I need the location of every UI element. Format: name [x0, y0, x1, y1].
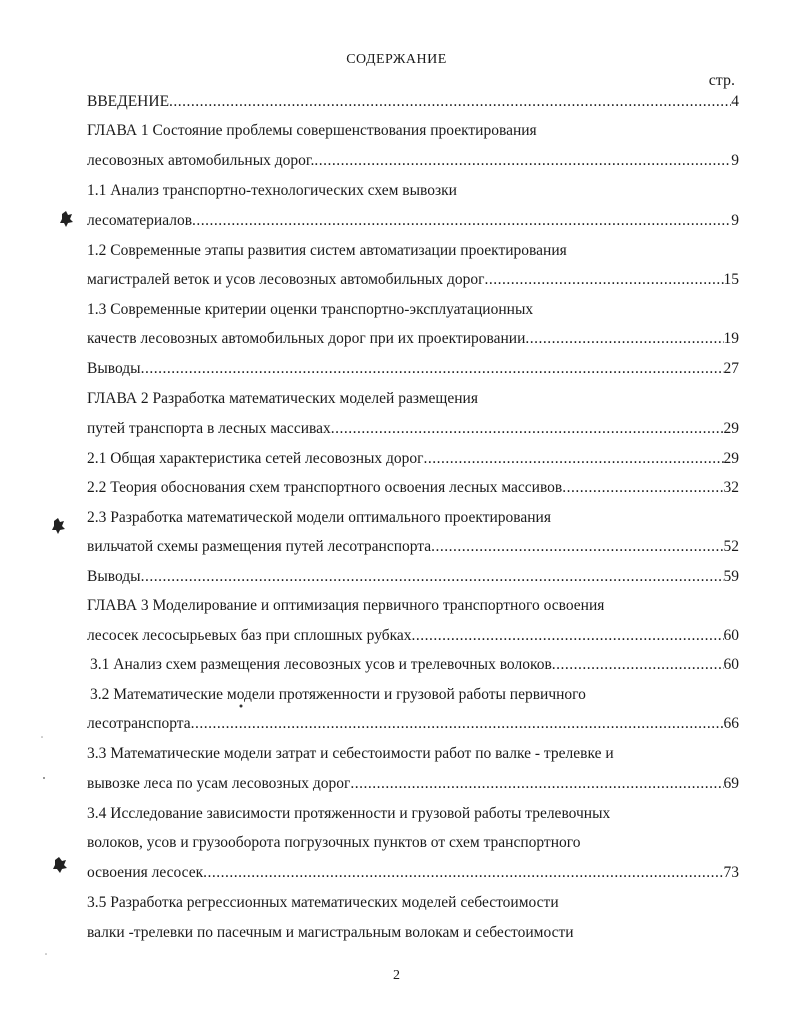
toc-entry-text: лесотранспорта: [87, 715, 191, 732]
page-number: 2: [393, 968, 400, 983]
toc-entry-text: 2.3 Разработка математической модели оптимального проектирования: [87, 509, 551, 526]
toc-entry-text: качеств лесовозных автомобильных дорог при их проектировании: [87, 330, 526, 347]
ink-blot: [52, 518, 65, 534]
toc-entry-text: волоков, усов и грузооборота погрузочных пунктов от схем транспортного: [87, 834, 581, 851]
toc-page-number: 69: [723, 775, 739, 792]
document-title: СОДЕРЖАНИЕ: [346, 52, 447, 67]
toc-entry-text: Выводы: [87, 360, 141, 377]
ink-blot: [60, 211, 73, 227]
toc-entry-text: ГЛАВА 3 Моделирование и оптимизация первичного транспортного освоения: [87, 597, 605, 614]
toc-page-number: 9: [731, 212, 739, 229]
ink-dot: [43, 777, 45, 779]
toc-page-number: 4: [731, 93, 739, 110]
page-column-label: стр.: [708, 72, 735, 89]
toc-entry-text: 3.4 Исследование зависимости протяженности и грузовой работы трелевочных: [87, 805, 611, 822]
toc-page-number: 52: [723, 538, 739, 555]
toc-entry-text: вильчатой схемы размещения путей лесотранспорта: [87, 538, 432, 555]
toc-entry-text: 3.3 Математические модели затрат и себестоимости работ по валке - трелевке и: [87, 745, 614, 762]
toc-entry-text: 2.1 Общая характеристика сетей лесовозных дорог: [87, 450, 424, 467]
toc-entry-text: вывозке леса по усам лесовозных дорог: [87, 775, 351, 792]
toc-entry-text: 3.2 Математические модели протяженности и грузовой работы первичного: [90, 686, 586, 703]
toc-page-number: 15: [723, 271, 739, 288]
toc-entry-text: 1.2 Современные этапы развития систем автоматизации проектирования: [87, 242, 567, 259]
toc-entry-text: ВВЕДЕНИЕ: [87, 93, 170, 110]
toc-page-number: 59: [723, 568, 739, 585]
ink-dot: [41, 736, 43, 738]
ink-dot: [240, 705, 243, 708]
toc-entry-text: освоения лесосек: [87, 864, 204, 881]
toc-entry-text: ГЛАВА 1 Состояние проблемы совершенствования проектирования: [87, 122, 537, 139]
toc-entry-text: лесовозных автомобильных дорог.: [87, 152, 315, 169]
toc-entry-text: лесосек лесосырьевых баз при сплошных рубках: [87, 627, 412, 644]
toc-entry-text: ГЛАВА 2 Разработка математических моделей размещения: [87, 390, 478, 407]
toc-page-number: 32: [723, 479, 739, 496]
toc-entry-text: путей транспорта в лесных массивах: [87, 420, 331, 437]
ink-dot: [45, 953, 47, 955]
toc-page-number: 60: [723, 627, 739, 644]
toc-page-number: 9: [731, 152, 739, 169]
toc-page-number: 60: [723, 656, 739, 673]
toc-entry-text: лесоматериалов: [87, 212, 193, 229]
toc-entry-text: Выводы: [87, 568, 141, 585]
toc-page-number: 19: [723, 330, 739, 347]
toc-entry-text: 3.5 Разработка регрессионных математических моделей себестоимости: [87, 894, 559, 911]
toc-page-number: 29: [723, 450, 739, 467]
toc-page-number: 27: [723, 360, 739, 377]
toc-entry-text: 3.1 Анализ схем размещения лесовозных усов и трелевочных волоков: [90, 656, 552, 673]
toc-entry-text: магистралей веток и усов лесовозных автомобильных дорог: [87, 271, 485, 288]
ink-blot: [53, 857, 67, 873]
toc-page-number: 73: [723, 864, 739, 881]
toc-entry-text: 2.2 Теория обоснования схем транспортного освоения лесных массивов: [87, 479, 563, 496]
toc-page-number: 66: [723, 715, 739, 732]
toc-entry-text: 1.3 Современные критерии оценки транспортно-эксплуатационных: [87, 301, 534, 318]
toc-page-number: 29: [723, 420, 739, 437]
toc-entry-text: валки -трелевки по пасечным и магистральным волокам и себестоимости: [87, 924, 574, 941]
toc-entry-text: 1.1 Анализ транспортно-технологических схем вывозки: [87, 182, 457, 199]
